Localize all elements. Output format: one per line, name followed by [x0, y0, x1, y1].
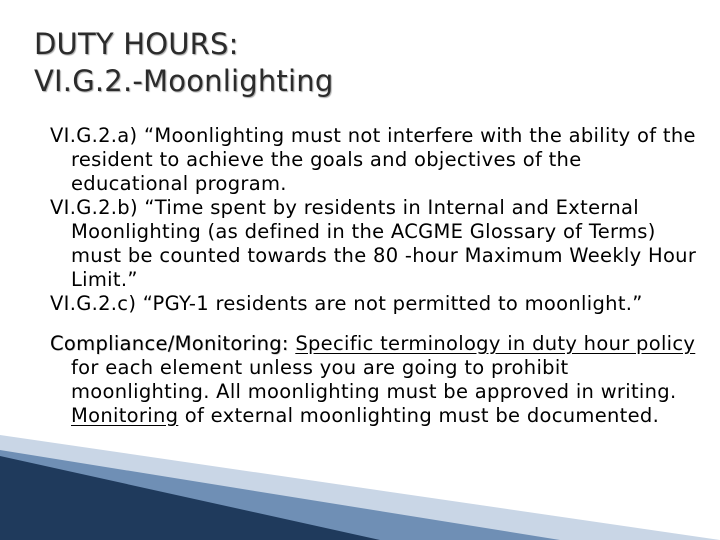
- compliance-paragraph: [50, 332, 700, 428]
- compliance-text-1: for each element unless you are going to prohibit moonlighting. All moonlighting must be approved in writing.: [71, 356, 677, 403]
- bullet-item-c: VI.G.2.c) “PGY-1 residents are not permitted to moonlight.”: [50, 292, 643, 315]
- compliance-text-2: of external moonlighting must be documented.: [178, 404, 660, 427]
- underlined-terminology: Specific terminology in duty hour policy: [295, 332, 696, 355]
- page-title: [34, 26, 333, 100]
- bullet-item-a: VI.G.2.a) “Moonlighting must not interfere with the ability of the resident to achieve the goals and objectives of the educational program.: [50, 124, 696, 195]
- title-line-1: DUTY HOURS:: [34, 27, 239, 61]
- bullet-item-b: VI.G.2.b) “Time spent by residents in Internal and External Moonlighting (as defined in the ACGME Glossary of Terms) must be counted towards the 80 -hour Maximum Weekly Hour Limit.”: [50, 196, 697, 291]
- slide-body: [50, 124, 700, 428]
- title-line-2: VI.G.2.-Moonlighting: [34, 64, 334, 98]
- compliance-heading: Compliance/Monitoring:: [50, 332, 289, 355]
- underlined-monitoring: Monitoring: [71, 404, 179, 427]
